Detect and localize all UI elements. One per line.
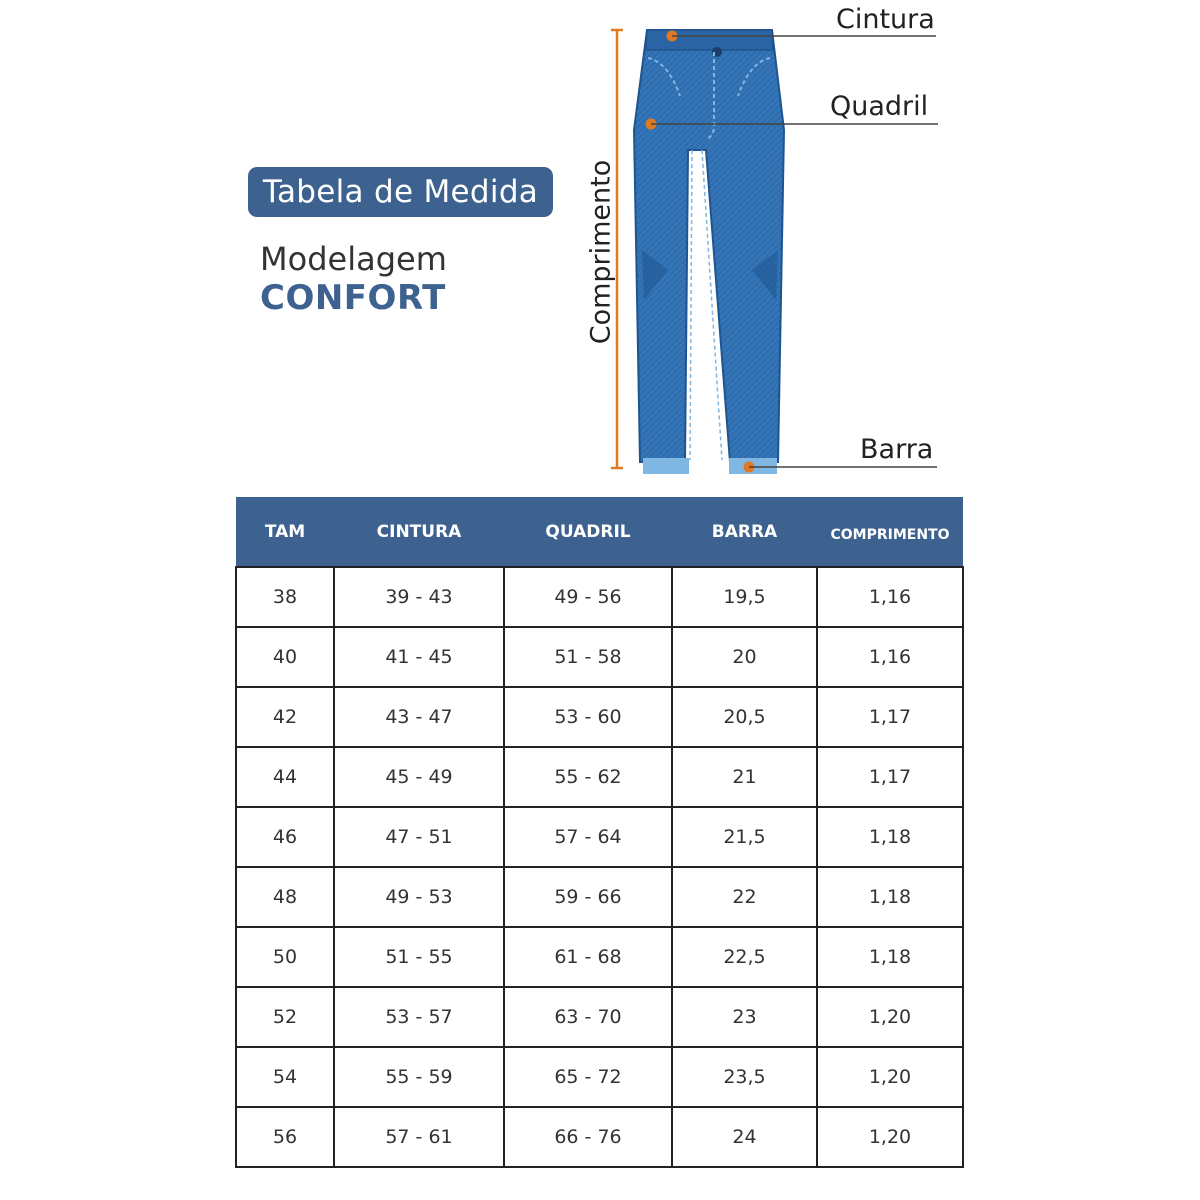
hip-label: Quadril <box>830 91 929 122</box>
cell-waist: 51 - 55 <box>334 927 504 987</box>
table-row <box>236 687 963 747</box>
cell-length: 1,17 <box>817 687 963 747</box>
model-name: CONFORT <box>260 278 446 318</box>
waist-label: Cintura <box>836 4 935 35</box>
table-row <box>236 807 963 867</box>
header-length: COMPRIMENTO <box>817 497 963 567</box>
header-hem: BARRA <box>672 497 817 567</box>
cell-waist: 49 - 53 <box>334 867 504 927</box>
cell-length: 1,20 <box>817 987 963 1047</box>
model-label: Modelagem <box>260 240 447 278</box>
cell-hip: 65 - 72 <box>504 1047 672 1107</box>
cell-hem: 23,5 <box>672 1047 817 1107</box>
cell-hip: 53 - 60 <box>504 687 672 747</box>
cell-hem: 21 <box>672 747 817 807</box>
header-waist: CINTURA <box>334 497 504 567</box>
cell-waist: 39 - 43 <box>334 567 504 627</box>
header-size: TAM <box>236 497 334 567</box>
hem-label: Barra <box>860 434 934 465</box>
cell-hip: 55 - 62 <box>504 747 672 807</box>
cell-hem: 21,5 <box>672 807 817 867</box>
cell-length: 1,20 <box>817 1047 963 1107</box>
cell-hem: 22 <box>672 867 817 927</box>
cell-length: 1,16 <box>817 567 963 627</box>
header-hip: QUADRIL <box>504 497 672 567</box>
table-row <box>236 627 963 687</box>
cell-size: 48 <box>236 867 334 927</box>
cell-size: 42 <box>236 687 334 747</box>
cell-hem: 20,5 <box>672 687 817 747</box>
jeans-silhouette <box>634 30 784 462</box>
cell-waist: 47 - 51 <box>334 807 504 867</box>
table-title-badge: Tabela de Medida <box>248 167 553 217</box>
table-row <box>236 927 963 987</box>
cell-hem: 20 <box>672 627 817 687</box>
length-label: Comprimento <box>585 159 617 345</box>
cell-length: 1,17 <box>817 747 963 807</box>
cell-size: 40 <box>236 627 334 687</box>
cell-hip: 49 - 56 <box>504 567 672 627</box>
cell-size: 54 <box>236 1047 334 1107</box>
cell-length: 1,18 <box>817 867 963 927</box>
cell-waist: 45 - 49 <box>334 747 504 807</box>
table-row <box>236 1047 963 1107</box>
cell-length: 1,16 <box>817 627 963 687</box>
table-row <box>236 987 963 1047</box>
cell-length: 1,18 <box>817 927 963 987</box>
size-table <box>235 497 964 1168</box>
cell-hem: 23 <box>672 987 817 1047</box>
cell-hip: 63 - 70 <box>504 987 672 1047</box>
right-leg-seam <box>690 150 692 460</box>
cell-waist: 43 - 47 <box>334 687 504 747</box>
table-row <box>236 867 963 927</box>
cell-hip: 59 - 66 <box>504 867 672 927</box>
cell-size: 46 <box>236 807 334 867</box>
cell-hem: 19,5 <box>672 567 817 627</box>
hem-left <box>643 458 689 474</box>
cell-hip: 61 - 68 <box>504 927 672 987</box>
cell-length: 1,20 <box>817 1107 963 1167</box>
table-row <box>236 747 963 807</box>
cell-waist: 41 - 45 <box>334 627 504 687</box>
cell-size: 56 <box>236 1107 334 1167</box>
cell-hip: 57 - 64 <box>504 807 672 867</box>
table-header-row <box>236 497 963 567</box>
cell-length: 1,18 <box>817 807 963 867</box>
cell-waist: 53 - 57 <box>334 987 504 1047</box>
table-row <box>236 567 963 627</box>
cell-size: 44 <box>236 747 334 807</box>
cell-hip: 51 - 58 <box>504 627 672 687</box>
cell-hem: 24 <box>672 1107 817 1167</box>
table-row <box>236 1107 963 1167</box>
cell-hip: 66 - 76 <box>504 1107 672 1167</box>
cell-size: 50 <box>236 927 334 987</box>
waistband <box>646 30 773 50</box>
cell-size: 52 <box>236 987 334 1047</box>
cell-size: 38 <box>236 567 334 627</box>
cell-hem: 22,5 <box>672 927 817 987</box>
cell-waist: 57 - 61 <box>334 1107 504 1167</box>
cell-waist: 55 - 59 <box>334 1047 504 1107</box>
